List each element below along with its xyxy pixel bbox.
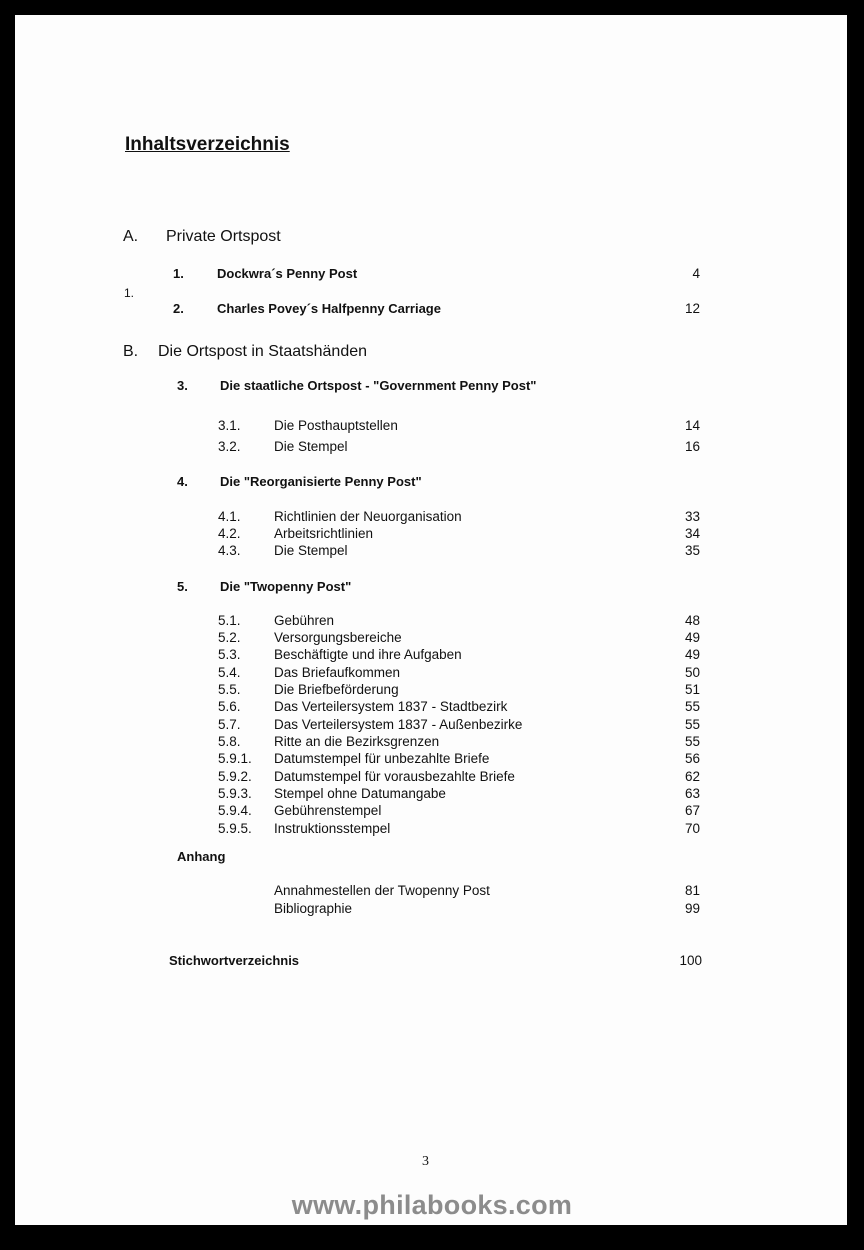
entry-title: Datumstempel für unbezahlte Briefe xyxy=(274,751,490,766)
chapter-1-title: Dockwra´s Penny Post xyxy=(217,266,358,281)
chapter-3-number: 3. xyxy=(177,378,188,393)
entry-title: Richtlinien der Neuorganisation xyxy=(274,509,462,524)
chapter-2-title: Charles Povey´s Halfpenny Carriage xyxy=(217,301,441,316)
chapter-2-page: 12 xyxy=(684,301,700,316)
stichwort-page: 100 xyxy=(679,953,702,968)
chapter-5-title: Die "Twopenny Post" xyxy=(220,579,352,594)
entry-page: 16 xyxy=(684,439,700,454)
entry-title: Das Briefaufkommen xyxy=(274,665,401,680)
entry-title: Ritte an die Bezirksgrenzen xyxy=(274,734,440,749)
page-number: 3 xyxy=(422,1154,429,1169)
entry-title: Die Posthauptstellen xyxy=(274,418,398,433)
entry-title: Instruktionsstempel xyxy=(274,821,391,836)
entry-title: Versorgungsbereiche xyxy=(274,630,402,645)
entry-title: Arbeitsrichtlinien xyxy=(274,526,374,541)
entry-number: 5.9.2. xyxy=(218,769,252,784)
entry-title: Beschäftigte und ihre Aufgaben xyxy=(274,647,462,662)
entry-title: Die Stempel xyxy=(274,543,348,558)
chapter-3-title: Die staatliche Ortspost - "Government Penny Post" xyxy=(220,378,537,393)
entry-number: 5.9.3. xyxy=(218,786,252,801)
entry-number: 5.9.4. xyxy=(218,803,252,818)
entry-title: Datumstempel für vorausbezahlte Briefe xyxy=(274,769,515,784)
anhang-title: Anhang xyxy=(177,849,226,864)
entry-number: 5.9.1. xyxy=(218,751,252,766)
entry-number: 4.1. xyxy=(218,509,241,524)
entry-page: 50 xyxy=(684,665,700,680)
entry-number: 5.4. xyxy=(218,665,241,680)
entry-page: 34 xyxy=(684,526,700,541)
entry-title: Gebührenstempel xyxy=(274,803,382,818)
entry-page: 14 xyxy=(684,418,700,433)
toc-title: Inhaltsverzeichnis xyxy=(125,134,290,155)
entry-number: 5.9.5. xyxy=(218,821,252,836)
chapter-5-number: 5. xyxy=(177,579,188,594)
entry-title: Die Stempel xyxy=(274,439,348,454)
entry-number: 4.3. xyxy=(218,543,241,558)
entry-number: 5.5. xyxy=(218,682,241,697)
entry-page: 35 xyxy=(684,543,700,558)
entry-number: 5.2. xyxy=(218,630,241,645)
chapter-2-number: 2. xyxy=(173,301,184,316)
section-a-title: Private Ortspost xyxy=(166,228,281,245)
anhang-entry-title: Annahmestellen der Twopenny Post xyxy=(274,883,490,898)
entry-number: 3.2. xyxy=(218,439,241,454)
anhang-entry-page: 81 xyxy=(684,883,700,898)
entry-title: Gebühren xyxy=(274,613,335,628)
entry-page: 51 xyxy=(684,682,700,697)
chapter-4-title: Die "Reorganisierte Penny Post" xyxy=(220,474,422,489)
entry-title: Das Verteilersystem 1837 - Außenbezirke xyxy=(274,717,523,732)
stichwort-title: Stichwortverzeichnis xyxy=(169,953,300,968)
entry-page: 33 xyxy=(684,509,700,524)
entry-page: 67 xyxy=(684,803,700,818)
chapter-1-page: 4 xyxy=(692,266,700,281)
section-a-letter: A. xyxy=(123,228,139,245)
entry-number: 5.1. xyxy=(218,613,241,628)
entry-page: 55 xyxy=(684,699,700,714)
entry-page: 55 xyxy=(684,734,700,749)
entry-number: 3.1. xyxy=(218,418,241,433)
entry-title: Das Verteilersystem 1837 - Stadtbezirk xyxy=(274,699,508,714)
entry-number: 5.6. xyxy=(218,699,241,714)
entry-number: 5.8. xyxy=(218,734,241,749)
entry-page: 48 xyxy=(684,613,700,628)
document-page xyxy=(15,15,847,1225)
chapter-1-number: 1. xyxy=(173,266,184,281)
footer-url: www.philabooks.com xyxy=(291,1190,573,1220)
section-b-letter: B. xyxy=(123,343,139,360)
entry-title: Die Briefbeförderung xyxy=(274,682,399,697)
entry-number: 5.7. xyxy=(218,717,241,732)
entry-page: 49 xyxy=(684,630,700,645)
entry-page: 56 xyxy=(684,751,700,766)
entry-number: 4.2. xyxy=(218,526,241,541)
entry-title: Stempel ohne Datumangabe xyxy=(274,786,446,801)
stray-number: 1. xyxy=(124,286,135,300)
entry-number: 5.3. xyxy=(218,647,241,662)
anhang-entry-page: 99 xyxy=(684,901,700,916)
section-b-title: Die Ortspost in Staatshänden xyxy=(158,343,368,360)
anhang-entry-title: Bibliographie xyxy=(274,901,353,916)
entry-page: 55 xyxy=(684,717,700,732)
entry-page: 63 xyxy=(684,786,700,801)
entry-page: 49 xyxy=(684,647,700,662)
entry-page: 70 xyxy=(684,821,700,836)
entry-page: 62 xyxy=(684,769,700,784)
chapter-4-number: 4. xyxy=(177,474,188,489)
